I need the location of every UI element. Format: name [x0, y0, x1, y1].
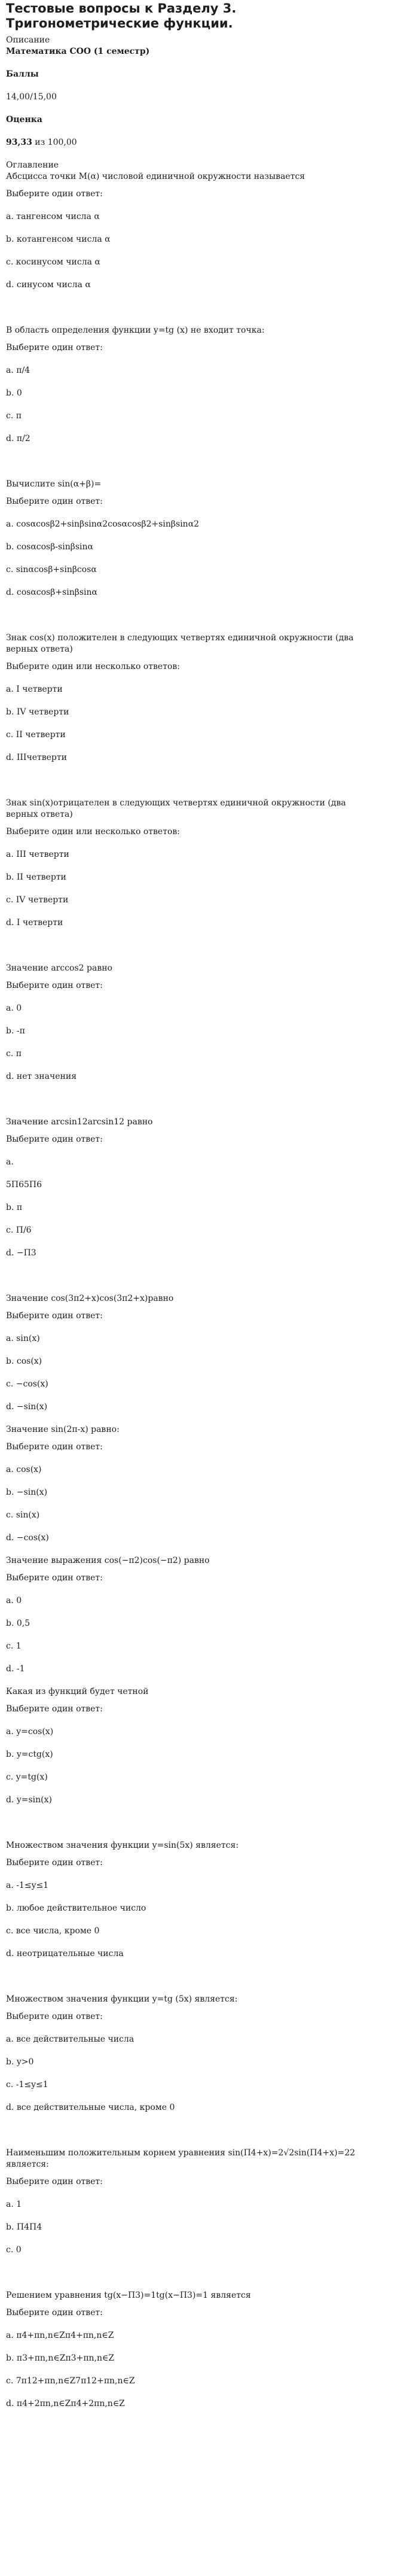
question-spacer [6, 775, 413, 798]
answer-option[interactable]: b. 0 [6, 388, 22, 398]
question-text: Значение cos(3π2+x)cos(3π2+x)равно [6, 1294, 174, 1303]
answer-option[interactable]: d. I четверти [6, 918, 63, 927]
question-block [6, 1117, 413, 1259]
question-block [6, 1994, 413, 2113]
answer-option[interactable]: b. −sin(x) [6, 1488, 48, 1497]
question-instruction: Выберите один ответ: [6, 189, 103, 199]
answer-option[interactable]: d. π/2 [6, 434, 30, 443]
question-text: Значение arccos2 равно [6, 963, 112, 973]
points-label: Баллы [6, 69, 39, 79]
question-spacer [6, 456, 413, 479]
answer-option[interactable]: d. cosαcosβ+sinβsinα [6, 588, 97, 597]
answer-option[interactable]: d. IIIчетверти [6, 753, 67, 762]
answer-option[interactable]: c. II четверти [6, 730, 66, 740]
answer-option[interactable]: c. 7π12+πn,n∈Z7π12+πn,n∈Z [6, 2376, 135, 2386]
question-text: Наименьшим положительным корнем уравнения sin(П4+x)=2√2sin(П4+x)=22 является: [6, 2148, 356, 2169]
question-spacer [6, 1270, 413, 1293]
question-text: Множеством значения функции y=tg (5x) является: [6, 1994, 238, 2004]
grade-value [6, 137, 413, 148]
answer-option[interactable]: b. y=ctg(x) [6, 1750, 53, 1759]
answer-option[interactable]: a. 0 [6, 1596, 22, 1605]
description-label: Описание [6, 35, 50, 45]
question-instruction: Выберите один ответ: [6, 981, 103, 990]
answer-option[interactable]: a. π/4 [6, 366, 30, 375]
answer-option[interactable]: c. y=tg(x) [6, 1772, 48, 1782]
question-instruction: Выберите один ответ: [6, 2177, 103, 2186]
answer-option[interactable]: a. π4+πn,n∈Zπ4+πn,n∈Z [6, 2331, 114, 2340]
answer-option[interactable]: b. IV четверти [6, 707, 69, 717]
question-spacer [6, 2125, 413, 2148]
question-spacer [6, 2267, 413, 2290]
question-text: Какая из функций будет четной [6, 1687, 149, 1696]
answer-option[interactable]: b. cos(x) [6, 1357, 42, 1366]
answer-option[interactable]: b. П4П4 [6, 2222, 42, 2232]
question-block [6, 1424, 413, 1544]
answer-option[interactable]: c. -1≤y≤1 [6, 2080, 48, 2090]
question-instruction: Выберите один ответ: [6, 1858, 103, 1868]
question-block [6, 479, 413, 598]
question-block [6, 1686, 413, 1806]
question-instruction: Выберите один ответ: [6, 497, 103, 506]
answer-option[interactable]: b. π [6, 1203, 23, 1212]
question-block [6, 1293, 413, 1413]
question-text: Значение выражения cos(−π2)cos(−π2) равно [6, 1556, 210, 1565]
answer-option[interactable]: b. -π [6, 1026, 25, 1036]
question-instruction: Выберите один ответ: [6, 2012, 103, 2021]
answer-option[interactable]: b. любое действительное число [6, 1903, 146, 1913]
answer-option[interactable]: d. −П3 [6, 1248, 36, 1258]
answer-option[interactable]: d. синусом числа α [6, 280, 91, 290]
question-text: Знак sin(x)отрицателен в следующих четвертях единичной окружности (два верных ответа) [6, 798, 346, 819]
question-text: Значение sin(2π-x) равно: [6, 1425, 120, 1434]
question-block [6, 632, 413, 764]
answer-option[interactable]: a. тангенсом числа α [6, 212, 100, 221]
answer-option[interactable]: a. 0 [6, 1003, 22, 1013]
answer-option[interactable]: a. все действительные числа [6, 2034, 134, 2044]
question-text: Решением уравнения tg(x−П3)=1tg(x−П3)=1 является [6, 2291, 251, 2300]
question-instruction: Выберите один или несколько ответов: [6, 662, 180, 671]
answer-option[interactable]: a. 1 [6, 2200, 22, 2209]
question-spacer [6, 302, 413, 325]
question-instruction: Выберите один ответ: [6, 2308, 103, 2318]
answer-option[interactable]: d. все действительные числа, кроме 0 [6, 2103, 175, 2112]
answer-option[interactable]: d. −cos(x) [6, 1533, 49, 1543]
question-spacer [6, 1817, 413, 1840]
answer-option[interactable]: d. −sin(x) [6, 1402, 48, 1412]
answer-option[interactable]: d. y=sin(x) [6, 1795, 52, 1805]
answer-option[interactable]: c. П/6 [6, 1225, 32, 1235]
answer-option[interactable]: a. cosαcosβ2+sinβsinα2cosαcosβ2+sinβsinα2 [6, 519, 200, 529]
question-text: Знак cos(x) положителен в следующих четвертях единичной окружности (два верных ответа) [6, 633, 354, 654]
answer-option[interactable]: c. −cos(x) [6, 1379, 48, 1389]
answer-option[interactable]: b. y>0 [6, 2057, 34, 2067]
grade-label: Оценка [6, 115, 42, 124]
question-instruction: Выберите один ответ: [6, 343, 103, 352]
question-instruction: Выберите один или несколько ответов: [6, 827, 180, 837]
grade-max: из 100,00 [32, 138, 77, 147]
answer-option[interactable]: c. 1 [6, 1641, 22, 1651]
question-spacer [6, 610, 413, 632]
question-text: В область определения функции y=tg (x) не входит точка: [6, 326, 265, 335]
question-block [6, 2148, 413, 2256]
question-text: Значение arcsin12arcsin12 равно [6, 1117, 153, 1127]
answer-option[interactable]: d. неотрицательные числа [6, 1949, 124, 1958]
description-value: Математика СОО (1 семестр) [6, 47, 150, 56]
answer-option[interactable]: a. [6, 1157, 14, 1167]
question-text: Абсцисса точки М(α) числовой единичной окружности называется [6, 172, 305, 181]
question-list [6, 171, 413, 2410]
question-instruction: Выберите один ответ: [6, 1573, 103, 1583]
answer-option[interactable]: b. котангенсом числа α [6, 235, 111, 244]
question-block [6, 2290, 413, 2410]
answer-option[interactable]: a. sin(x) [6, 1334, 40, 1343]
toc-label: Оглавление [6, 160, 59, 170]
answer-option[interactable]: c. π [6, 411, 22, 421]
answer-option[interactable]: d. нет значения [6, 1072, 77, 1081]
question-block [6, 1555, 413, 1675]
answer-option[interactable]: c. π [6, 1049, 22, 1059]
question-instruction: Выберите один ответ: [6, 1442, 103, 1452]
question-instruction: Выберите один ответ: [6, 1311, 103, 1321]
answer-option[interactable]: c. sinαcosβ+sinβcosα [6, 565, 97, 574]
answer-option[interactable]: a. y=cos(x) [6, 1727, 54, 1736]
question-block [6, 963, 413, 1082]
grade-score: 93,33 [6, 138, 32, 147]
question-block [6, 325, 413, 445]
question-block [6, 798, 413, 929]
question-block [6, 171, 413, 291]
question-text: Вычислите sin(α+β)= [6, 479, 102, 489]
answer-option[interactable]: b. π3+πn,n∈Zπ3+πn,n∈Z [6, 2353, 115, 2363]
answer-option[interactable]: a. -1≤y≤1 [6, 1881, 49, 1890]
answer-option[interactable]: c. IV четверти [6, 895, 69, 905]
answer-option[interactable]: c. косинусом числа α [6, 257, 100, 267]
question-text: Множеством значения функции y=sin(5x) является: [6, 1841, 239, 1850]
answer-option[interactable]: a. I четверти [6, 685, 63, 694]
answer-option[interactable]: d. -1 [6, 1664, 25, 1674]
answer-option[interactable]: c. 0 [6, 2245, 22, 2255]
question-spacer [6, 940, 413, 963]
answer-option[interactable]: c. все числа, кроме 0 [6, 1926, 100, 1936]
question-block [6, 1840, 413, 1960]
question-spacer [6, 1094, 413, 1117]
answer-option[interactable]: 5П65П6 [6, 1180, 42, 1190]
answer-option[interactable]: b. II четверти [6, 872, 66, 882]
answer-option[interactable]: a. III четверти [6, 850, 69, 859]
answer-option[interactable]: a. cos(x) [6, 1465, 42, 1474]
page-title: Тестовые вопросы к Разделу 3. Тригонометрические функции. [6, 1, 237, 31]
question-instruction: Выберите один ответ: [6, 1135, 103, 1144]
question-spacer [6, 1971, 413, 1994]
answer-option[interactable]: c. sin(x) [6, 1510, 40, 1520]
answer-option[interactable]: d. π4+2πn,n∈Zπ4+2πn,n∈Z [6, 2399, 125, 2408]
answer-option[interactable]: b. 0,5 [6, 1619, 30, 1628]
question-instruction: Выберите один ответ: [6, 1704, 103, 1714]
points-value: 14,00/15,00 [6, 92, 57, 102]
answer-option[interactable]: b. cosαcosβ-sinβsinα [6, 542, 93, 552]
